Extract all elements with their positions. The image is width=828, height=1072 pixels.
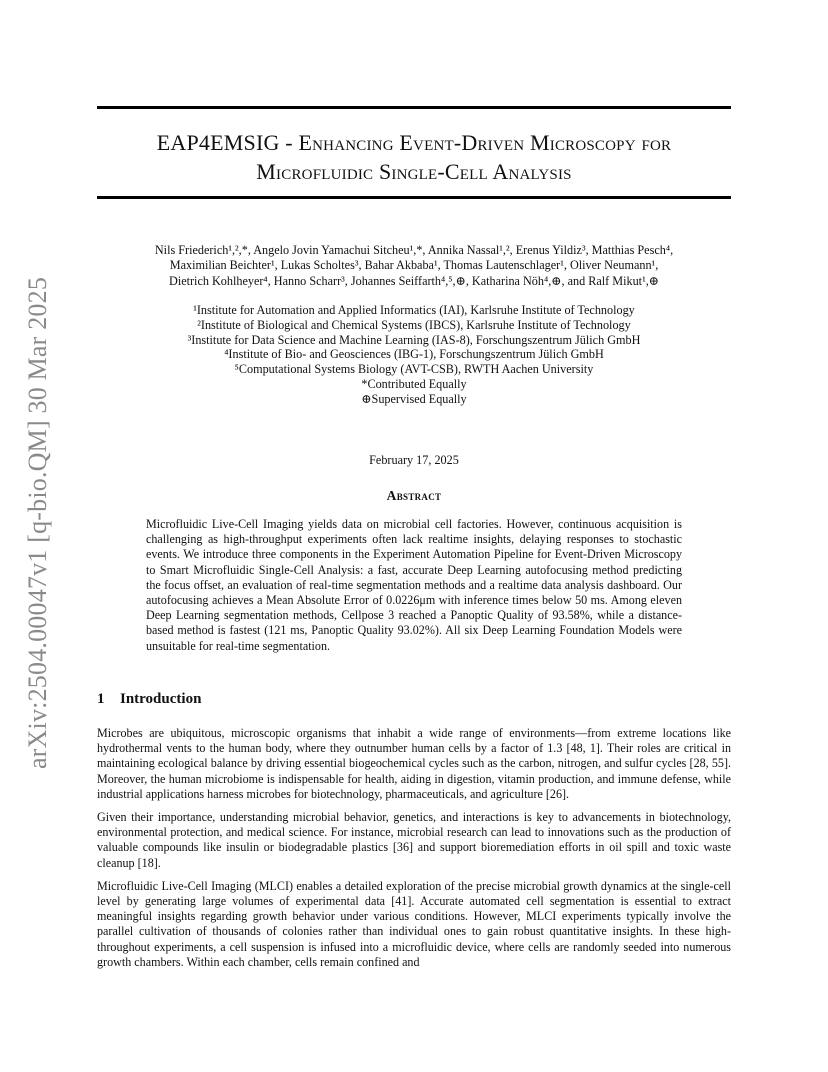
paper-title-line: EAP4EMSIG - Enhancing Event-Driven Microscopy for	[156, 130, 672, 155]
abstract-heading: Abstract	[386, 488, 442, 503]
author-line: Dietrich Kohlheyer⁴, Hanno Scharr³, Johannes Seiffarth⁴,⁵,⊕, Katharina Nöh⁴,⊕, and Ralf Mikut¹,⊕	[169, 273, 659, 288]
abstract-text: Microfluidic Live-Cell Imaging yields data on microbial cell factories. However, continuous acquisition is challenging as high-throughput experiments often lack realtime insights, delaying responses to stochastic events. We introduce three components in the Experiment Automation Pipeline for Event-Driven Microscopy to Smart Microfluidic Single-Cell Analysis: a fast, accurate Deep Learning autofocusing method predicting the focus offset, an evaluation of real-time segmentation methods and a realtime data analysis dashboard. Our autofocusing achieves a Mean Absolute Error of 0.0226μm with inference times below 50 ms. Among eleven Deep Learning segmentation methods, Cellpose 3 reached a Panoptic Quality of 93.58%, while a distance-based method is fastest (121 ms, Panoptic Quality 93.02%). All six Deep Learning Foundation Models were unsuitable for real-time segmentation.	[146, 517, 682, 653]
affiliation-item: ³Institute for Data Science and Machine Learning (IAS-8), Forschungszentrum Jülich GmbH	[187, 332, 641, 347]
equal-supervision-note: ⊕Supervised Equally	[361, 391, 467, 406]
arxiv-stamp-text: arXiv:2504.00047v1 [q-bio.QM] 30 Mar 2025	[23, 276, 52, 770]
publication-date: February 17, 2025	[369, 453, 459, 467]
body-paragraph: Given their importance, understanding microbial behavior, genetics, and interactions is key to advancements in biotechnology, environmental protection, and medical science. For instance, microbial research can lead to innovations such as the production of valuable compounds like insulin or biodegradable plastics [36] and support bioremediation efforts in oil spill and toxic waste cleanup [18].	[97, 810, 731, 870]
paper-title-line: Microfluidic Single-Cell Analysis	[256, 159, 572, 184]
section-title: Introduction	[120, 691, 202, 707]
body-paragraph: Microbes are ubiquitous, microscopic organisms that inhabit a wide range of environments—from extreme locations like hydrothermal vents to the human body, where they outnumber human cells by a factor of 1.3 [48, 1]. Their roles are critical in maintaining ecological balance by driving essential biogeochemical cycles such as the carbon, nitrogen, and sulfur cycles [28, 55]. Moreover, the human microbiome is indispensable for health, aiding in digestion, vitamin production, and immune defense, while industrial applications harness microbes for biotechnology, pharmaceuticals, and agriculture [26].	[97, 726, 731, 801]
equal-contribution-note: *Contributed Equally	[361, 376, 467, 391]
affiliation-item: ¹Institute for Automation and Applied Informatics (IAI), Karlsruhe Institute of Technology	[193, 303, 635, 317]
author-line: Maximilian Beichter¹, Lukas Scholtes³, Bahar Akbaba¹, Thomas Lautenschlager¹, Oliver Neumann¹,	[169, 258, 659, 273]
paper-title	[97, 128, 731, 186]
author-line: Nils Friederich¹,²,*, Angelo Jovin Yamachui Sitcheu¹,*, Annika Nassal¹,², Erenus Yildiz³, Matthias Pesch⁴,	[154, 243, 674, 257]
affiliation-item: ⁴Institute of Bio- and Geosciences (IBG-1), Forschungszentrum Jülich GmbH	[224, 347, 604, 362]
affiliation-item: ²Institute of Biological and Chemical Systems (IBCS), Karlsruhe Institute of Technology	[197, 317, 631, 332]
author-list	[97, 243, 731, 289]
body-paragraph: Microfluidic Live-Cell Imaging (MLCI) enables a detailed exploration of the precise microbial growth dynamics at the single-cell level by generating large volumes of experimental data [41]. Accurate automated cell segmentation is essential to extract meaningful insights regarding growth behavior under various conditions. However, MLCI experiments typically involve the parallel cultivation of thousands of colonies rather than individual ones to gain robust quantitative insights. In these high-throughout experiments, a cell suspension is infused into a microfluidic device, where cells are randomly seeded into numerous growth chambers. Within each chamber, cells remain confined and	[97, 878, 731, 969]
title-rule-top	[97, 106, 731, 109]
affiliation-item: ⁵Computational Systems Biology (AVT-CSB), RWTH Aachen University	[234, 362, 594, 377]
body-text	[97, 726, 731, 978]
title-rule-bottom	[97, 196, 731, 199]
section-number: 1	[97, 691, 105, 707]
affiliation-list	[97, 303, 731, 407]
section-heading	[97, 691, 201, 708]
arxiv-stamp	[19, 262, 57, 784]
